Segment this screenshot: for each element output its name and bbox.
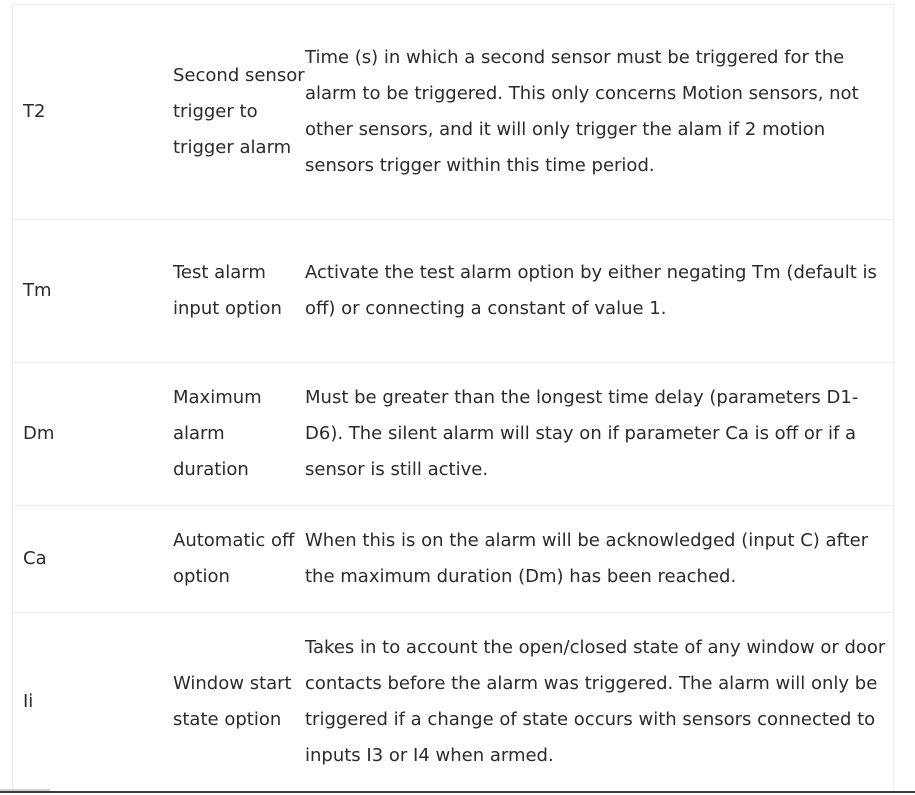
parameter-name: Window start state option	[173, 673, 292, 730]
table-row	[13, 4, 893, 219]
table-row	[13, 219, 893, 362]
parameter-code: Dm	[23, 423, 55, 444]
page-bottom-divider	[0, 791, 915, 793]
parameter-code: Ca	[23, 548, 47, 569]
parameter-description: Must be greater than the longest time delay (parameters D1-D6). The silent alarm will stay on if parameter Ca is off or if a sensor is still active.	[305, 387, 859, 480]
parameter-name: Test alarm input option	[173, 262, 282, 319]
parameter-code: Tm	[23, 280, 52, 301]
table-row	[13, 362, 893, 505]
table-row	[13, 612, 893, 791]
parameter-description: Time (s) in which a second sensor must be triggered for the alarm to be triggered. This only concerns Motion sensors, not other sensors, and it will only trigger the alam if 2 motion sensors trigger within this time period.	[305, 47, 859, 176]
parameter-description: Takes in to account the open/closed state of any window or door contacts before the alarm was triggered. The alarm will only be triggered if a change of state occurs with sensors connected to inputs I3 or I4 when armed.	[305, 637, 886, 766]
table-row	[13, 505, 893, 612]
parameter-code: T2	[23, 101, 46, 122]
parameter-name: Maximum alarm duration	[173, 387, 262, 480]
parameter-table	[12, 4, 894, 791]
parameter-name: Second sensor trigger to trigger alarm	[173, 65, 305, 158]
parameter-name: Automatic off option	[173, 530, 295, 587]
parameter-code: Ii	[23, 691, 34, 712]
parameter-description: Activate the test alarm option by either negating Tm (default is off) or connecting a constant of value 1.	[305, 262, 877, 319]
parameter-description: When this is on the alarm will be acknowledged (input C) after the maximum duration (Dm) has been reached.	[305, 530, 869, 587]
